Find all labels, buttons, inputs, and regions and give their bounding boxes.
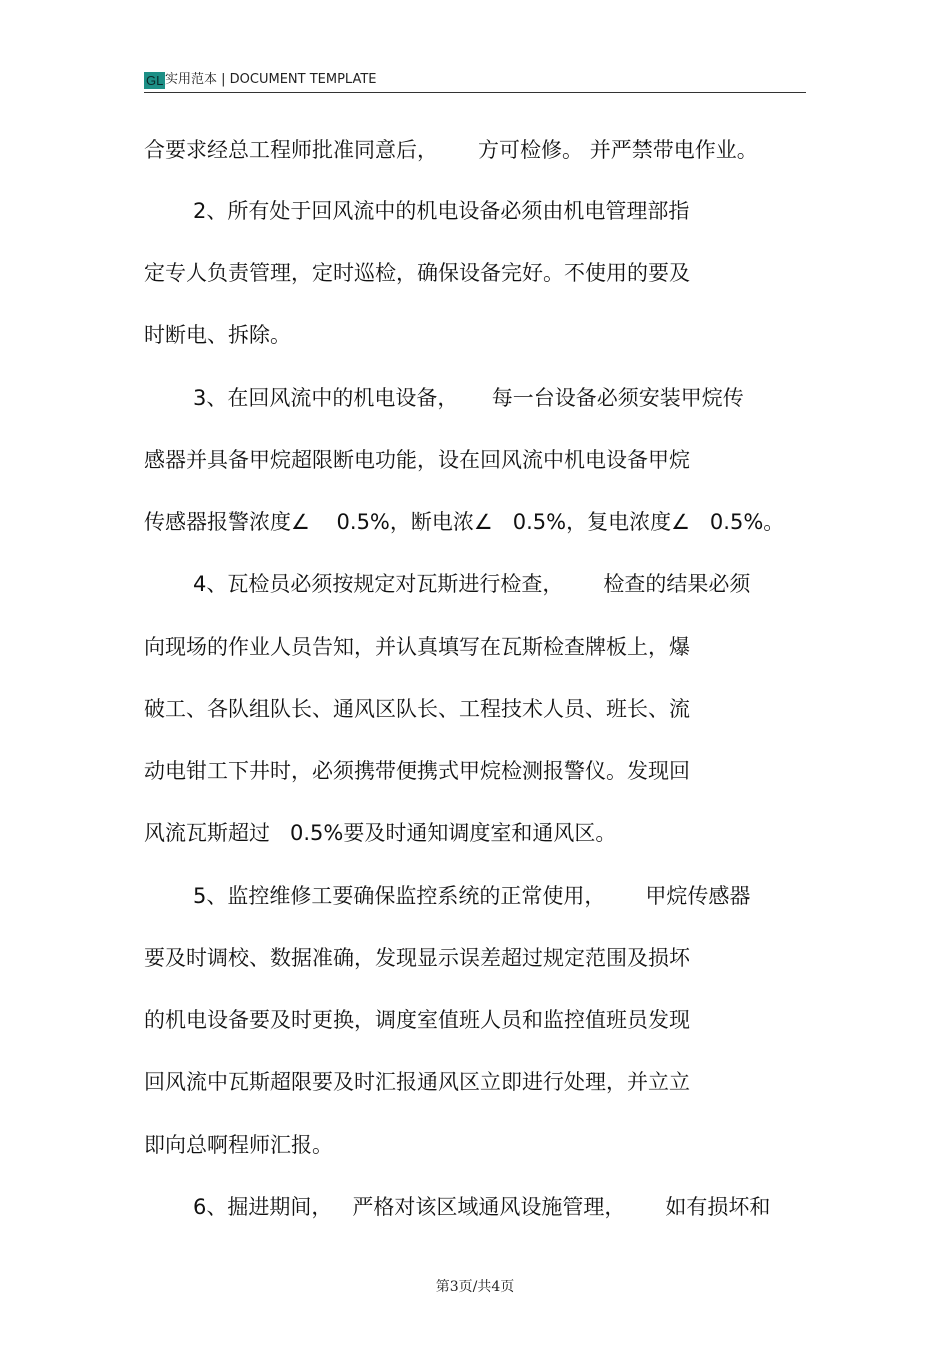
text-line: 时断电、拆除。 — [144, 323, 291, 347]
page-footer: 第3页/共4页 — [435, 1279, 515, 1295]
text-line: 即向总啊程师汇报。 — [144, 1133, 333, 1157]
text-line: 回风流中瓦斯超限要及时汇报通风区立即进行处理，并立立 — [144, 1070, 690, 1094]
text-line: 定专人负责管理，定时巡检，确保设备完好。不使用的要及 — [144, 261, 690, 285]
text-line: 要及时调校、数据准确，发现显示误差超过规定范围及损坏 — [144, 946, 690, 970]
text-line: 动电钳工下井时，必须携带便携式甲烷检测报警仪。发现回 — [144, 759, 690, 783]
text-line: 的机电设备要及时更换，调度室值班人员和监控值班员发现 — [144, 1008, 690, 1032]
text-line: 破工、各队组队长、通风区队长、工程技术人员、班长、流 — [144, 697, 690, 721]
text-line: 4、瓦检员必须按规定对瓦斯进行检查， 检查的结果必须 — [193, 572, 751, 596]
text-line: 感器并具备甲烷超限断电功能，设在回风流中机电设备甲烷 — [144, 448, 690, 472]
text-line: 6、掘进期间， 严格对该区域通风设施管理， 如有损坏和 — [193, 1195, 771, 1219]
page-header — [144, 70, 806, 93]
text-line: 向现场的作业人员告知，并认真填写在瓦斯检查牌板上，爆 — [144, 635, 690, 659]
text-line: 风流瓦斯超过 0.5%要及时通知调度室和通风区。 — [144, 821, 617, 845]
text-line: 2、所有处于回风流中的机电设备必须由机电管理部指 — [193, 199, 690, 223]
text-line: 5、监控维修工要确保监控系统的正常使用， 甲烷传感器 — [193, 884, 751, 908]
header-logo: GL — [146, 73, 164, 88]
text-line: 传感器报警浓度∠ 0.5%，断电浓∠ 0.5%，复电浓度∠ 0.5%。 — [144, 510, 785, 534]
text-line: 合要求经总工程师批准同意后， 方可检修。 并严禁带电作业。 — [144, 138, 758, 162]
text-line: 3、在回风流中的机电设备， 每一台设备必须安装甲烷传 — [193, 386, 744, 410]
header-title: 实用范本 | DOCUMENT TEMPLATE — [165, 72, 377, 87]
